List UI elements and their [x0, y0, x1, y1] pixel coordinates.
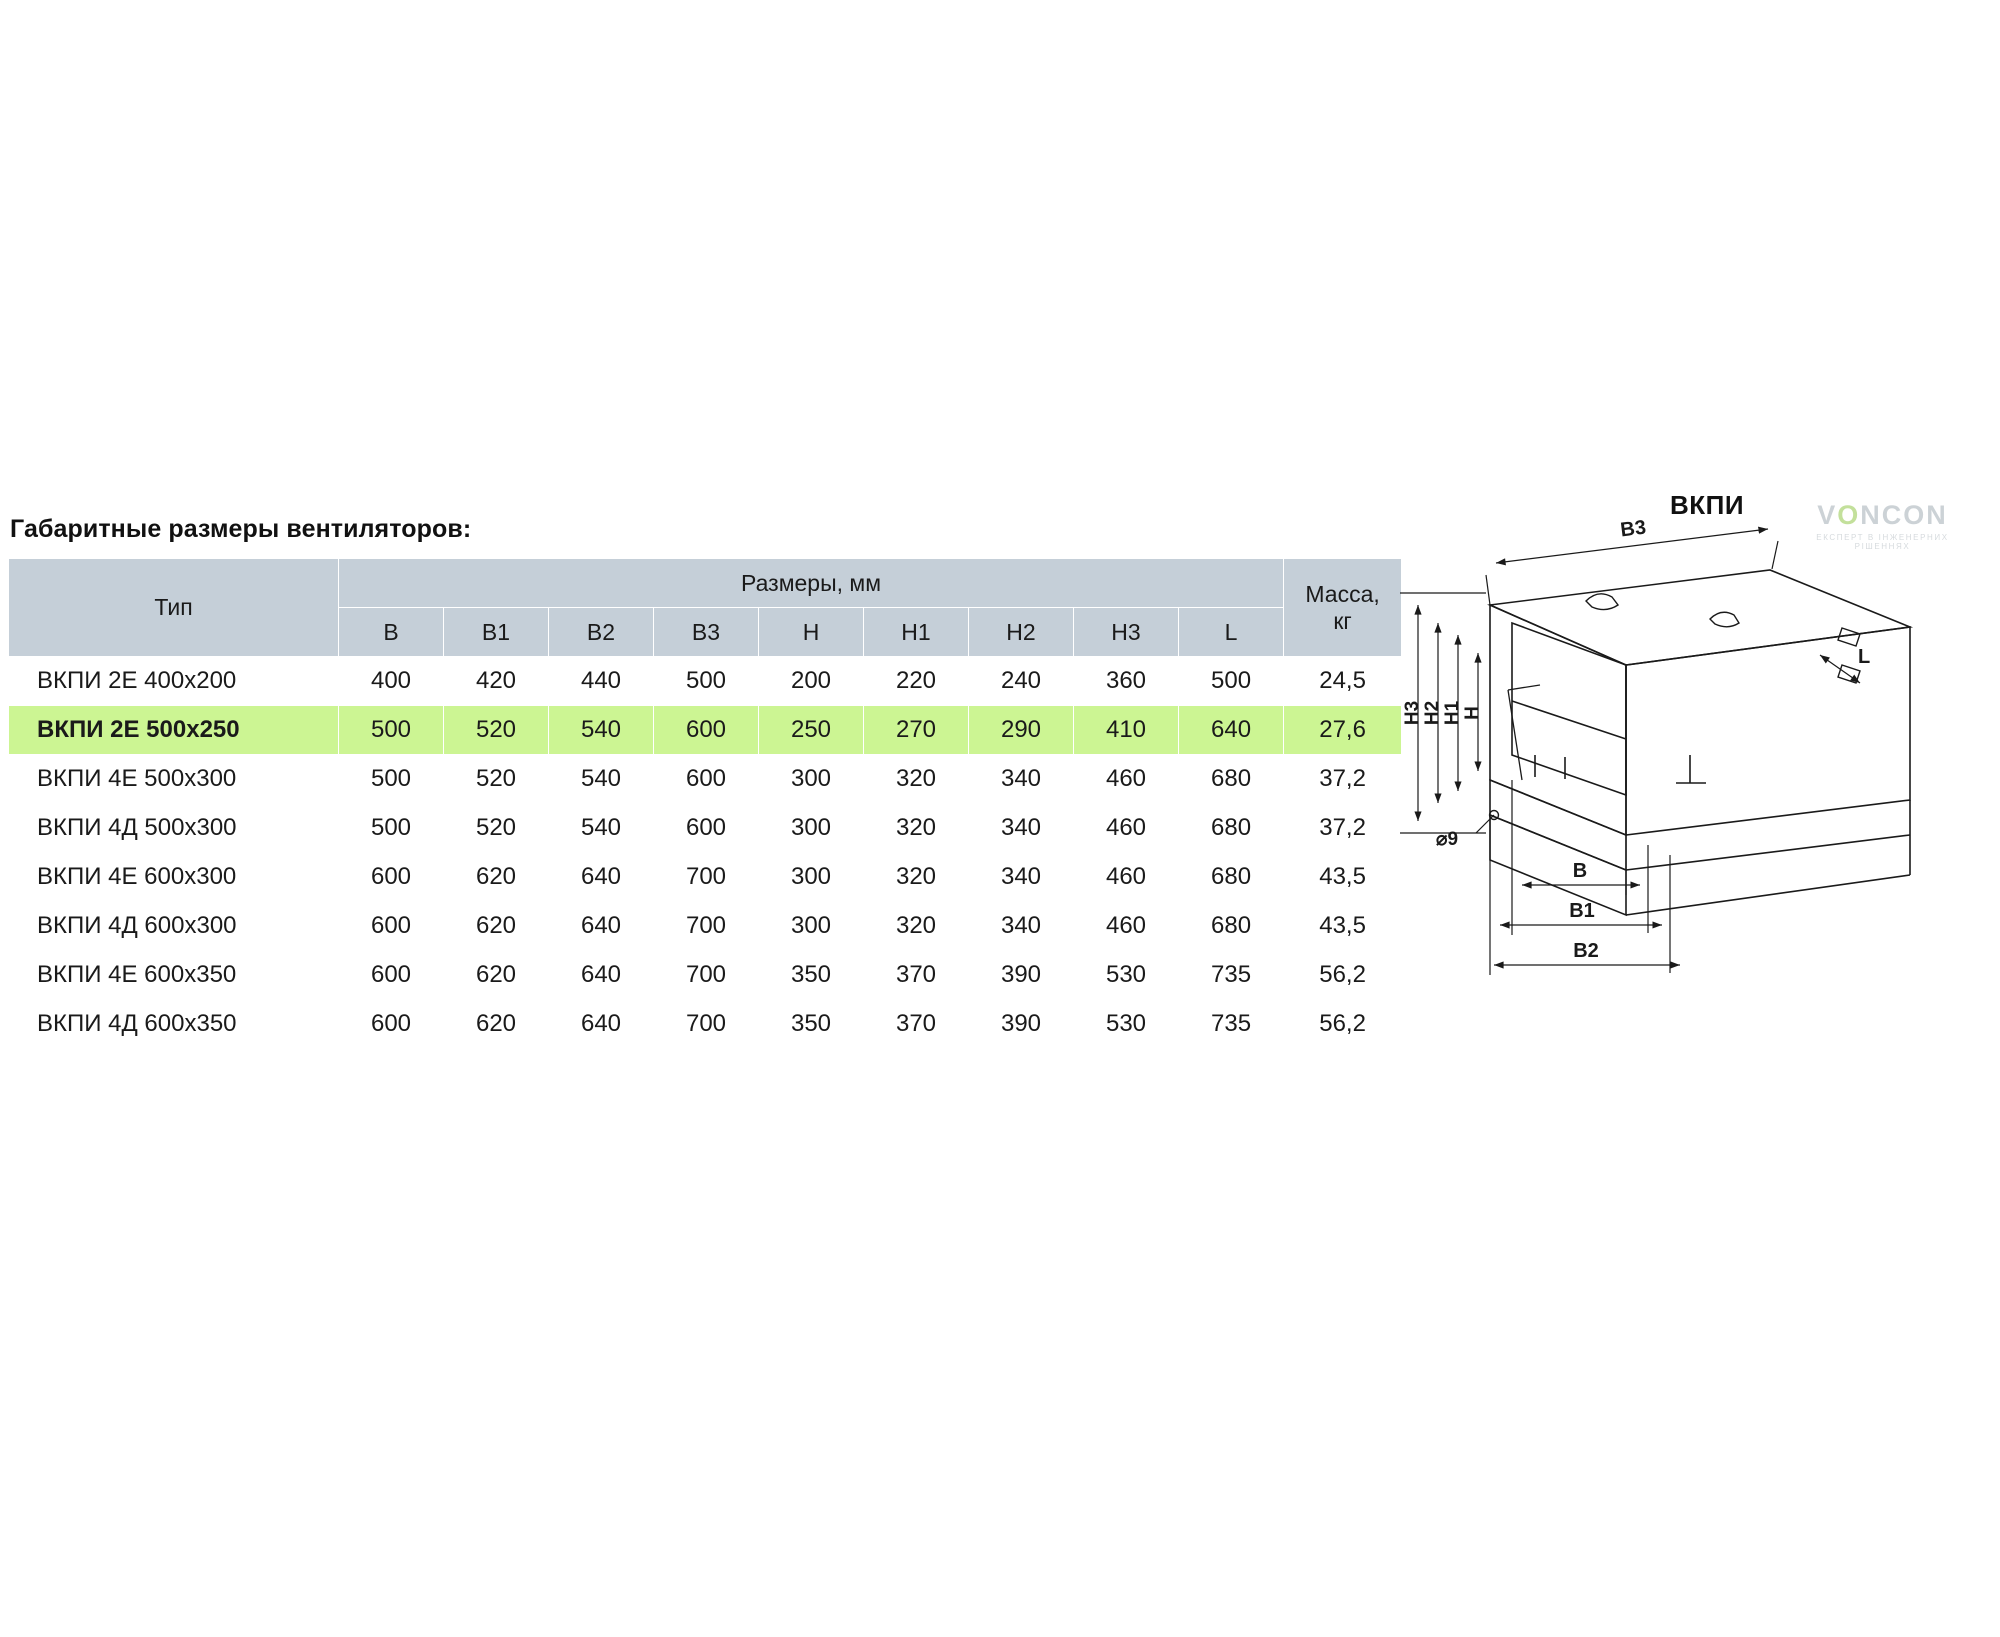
cell-b1: 520: [444, 755, 549, 804]
cell-h1: 320: [864, 853, 969, 902]
table-row: [9, 951, 1402, 1000]
cell-h: 350: [759, 1000, 864, 1049]
dimension-label-h3: H3: [1402, 700, 1423, 726]
dimension-label-h: H: [1462, 706, 1483, 720]
cell-b3: 700: [654, 1000, 759, 1049]
cell-b2: 440: [549, 657, 654, 706]
cell-b3: 700: [654, 902, 759, 951]
cell-h3: 460: [1074, 755, 1179, 804]
table-row: [9, 804, 1402, 853]
cell-h1: 370: [864, 1000, 969, 1049]
cell-b: 500: [339, 804, 444, 853]
cell-b1: 420: [444, 657, 549, 706]
cell-l: 500: [1179, 657, 1284, 706]
dimension-label-h2: H2: [1422, 700, 1443, 726]
table-row: [9, 1000, 1402, 1049]
watermark-brand-accent: O: [1837, 500, 1861, 530]
cell-type: ВКПИ 4Д 600х350: [9, 1000, 339, 1049]
table-row: [9, 755, 1402, 804]
cell-h3: 410: [1074, 706, 1179, 755]
cell-b3: 600: [654, 804, 759, 853]
cell-mass: 56,2: [1284, 1000, 1402, 1049]
cell-mass: 37,2: [1284, 804, 1402, 853]
table-row: [9, 902, 1402, 951]
cell-b2: 640: [549, 951, 654, 1000]
cell-b: 600: [339, 902, 444, 951]
cell-b3: 600: [654, 706, 759, 755]
cell-b2: 540: [549, 706, 654, 755]
cell-b: 400: [339, 657, 444, 706]
drawing-title: ВКПИ: [1670, 490, 1745, 520]
cell-b2: 640: [549, 853, 654, 902]
cell-l: 680: [1179, 902, 1284, 951]
cell-mass: 43,5: [1284, 853, 1402, 902]
cell-h: 350: [759, 951, 864, 1000]
column-header-type: Тип: [9, 559, 339, 657]
column-header-b2: B2: [549, 608, 654, 657]
cell-b1: 620: [444, 1000, 549, 1049]
column-header-b: B: [339, 608, 444, 657]
column-header-mass: [1284, 559, 1402, 657]
cell-b2: 640: [549, 1000, 654, 1049]
specs-block: [8, 515, 1393, 1049]
cell-b2: 540: [549, 804, 654, 853]
cell-h2: 390: [969, 1000, 1074, 1049]
column-header-h1: H1: [864, 608, 969, 657]
dimension-label-b: B: [1572, 860, 1588, 882]
cell-h1: 220: [864, 657, 969, 706]
cell-h1: 320: [864, 755, 969, 804]
vkpi-dimension-drawing: [1390, 515, 1990, 1015]
dimensions-table: [8, 558, 1402, 1049]
cell-b2: 640: [549, 902, 654, 951]
cell-mass: 43,5: [1284, 902, 1402, 951]
cell-b: 600: [339, 951, 444, 1000]
column-header-h2: H2: [969, 608, 1074, 657]
cell-b: 500: [339, 706, 444, 755]
cell-b1: 620: [444, 951, 549, 1000]
watermark-tagline: ЕКСПЕРТ В ІНЖЕНЕРНИХ РІШЕННЯХ: [1816, 533, 1949, 551]
dimension-label-b3: B3: [1619, 516, 1648, 542]
column-header-b3: B3: [654, 608, 759, 657]
cell-type: ВКПИ 4Е 500х300: [9, 755, 339, 804]
cell-h3: 360: [1074, 657, 1179, 706]
column-header-l: L: [1179, 608, 1284, 657]
dimension-label-h1: H1: [1442, 700, 1463, 726]
cell-h3: 460: [1074, 804, 1179, 853]
cell-mass: 24,5: [1284, 657, 1402, 706]
cell-type: ВКПИ 4Е 600х300: [9, 853, 339, 902]
cell-h: 300: [759, 853, 864, 902]
page-title: Габаритные размеры вентиляторов:: [10, 515, 472, 543]
drawing-block: [1390, 490, 1990, 1090]
cell-b3: 700: [654, 951, 759, 1000]
dimension-label-hole: ⌀9: [1436, 829, 1459, 850]
cell-b1: 520: [444, 706, 549, 755]
hole-leader-line: [1476, 815, 1494, 833]
cell-b1: 620: [444, 853, 549, 902]
cell-h1: 320: [864, 804, 969, 853]
cell-h2: 240: [969, 657, 1074, 706]
cell-b3: 600: [654, 755, 759, 804]
cell-l: 640: [1179, 706, 1284, 755]
cell-b1: 620: [444, 902, 549, 951]
cell-h: 250: [759, 706, 864, 755]
cell-h3: 530: [1074, 951, 1179, 1000]
table-body: [9, 657, 1402, 1049]
cell-type: ВКПИ 2Е 500х250: [9, 706, 339, 755]
cell-b3: 500: [654, 657, 759, 706]
cell-h2: 340: [969, 853, 1074, 902]
cell-mass: 27,6: [1284, 706, 1402, 755]
table-row: [9, 853, 1402, 902]
cell-h2: 390: [969, 951, 1074, 1000]
table-head: [9, 559, 1402, 657]
watermark-brand-part1: V: [1817, 500, 1838, 530]
cell-type: ВКПИ 2Е 400х200: [9, 657, 339, 706]
watermark-brand-part2: NCON: [1860, 500, 1948, 530]
table-row: [9, 657, 1402, 706]
cell-b3: 700: [654, 853, 759, 902]
cell-h: 300: [759, 755, 864, 804]
column-header-h: H: [759, 608, 864, 657]
dimension-b3: [1486, 529, 1778, 605]
cell-h2: 340: [969, 902, 1074, 951]
column-header-dims-group: Размеры, мм: [339, 559, 1284, 608]
cell-h1: 370: [864, 951, 969, 1000]
cell-b: 600: [339, 853, 444, 902]
cell-l: 735: [1179, 1000, 1284, 1049]
cell-h2: 290: [969, 706, 1074, 755]
cell-h1: 270: [864, 706, 969, 755]
cell-h: 300: [759, 804, 864, 853]
cell-b: 600: [339, 1000, 444, 1049]
cell-h1: 320: [864, 902, 969, 951]
column-header-b1: B1: [444, 608, 549, 657]
cell-h3: 460: [1074, 853, 1179, 902]
fan-body-outline: [1490, 570, 1910, 915]
dimension-label-b1: B1: [1569, 900, 1595, 922]
cell-h2: 340: [969, 755, 1074, 804]
cell-h2: 340: [969, 804, 1074, 853]
cell-h: 200: [759, 657, 864, 706]
cell-b: 500: [339, 755, 444, 804]
column-header-h3: H3: [1074, 608, 1179, 657]
cell-h: 300: [759, 902, 864, 951]
column-header-mass-line1: Масса,: [1305, 581, 1380, 608]
cell-type: ВКПИ 4Д 600х300: [9, 902, 339, 951]
cell-h3: 460: [1074, 902, 1179, 951]
cell-mass: 37,2: [1284, 755, 1402, 804]
table-row-selected: [9, 706, 1402, 755]
cell-b1: 520: [444, 804, 549, 853]
cell-l: 680: [1179, 755, 1284, 804]
cell-h3: 530: [1074, 1000, 1179, 1049]
cell-l: 735: [1179, 951, 1284, 1000]
column-header-mass-line2: кг: [1333, 607, 1352, 634]
cell-type: ВКПИ 4Д 500х300: [9, 804, 339, 853]
cell-b2: 540: [549, 755, 654, 804]
cell-type: ВКПИ 4Е 600х350: [9, 951, 339, 1000]
dimension-label-b2: B2: [1573, 940, 1599, 962]
dimension-label-l: L: [1858, 646, 1871, 668]
cell-l: 680: [1179, 804, 1284, 853]
cell-mass: 56,2: [1284, 951, 1402, 1000]
cell-l: 680: [1179, 853, 1284, 902]
